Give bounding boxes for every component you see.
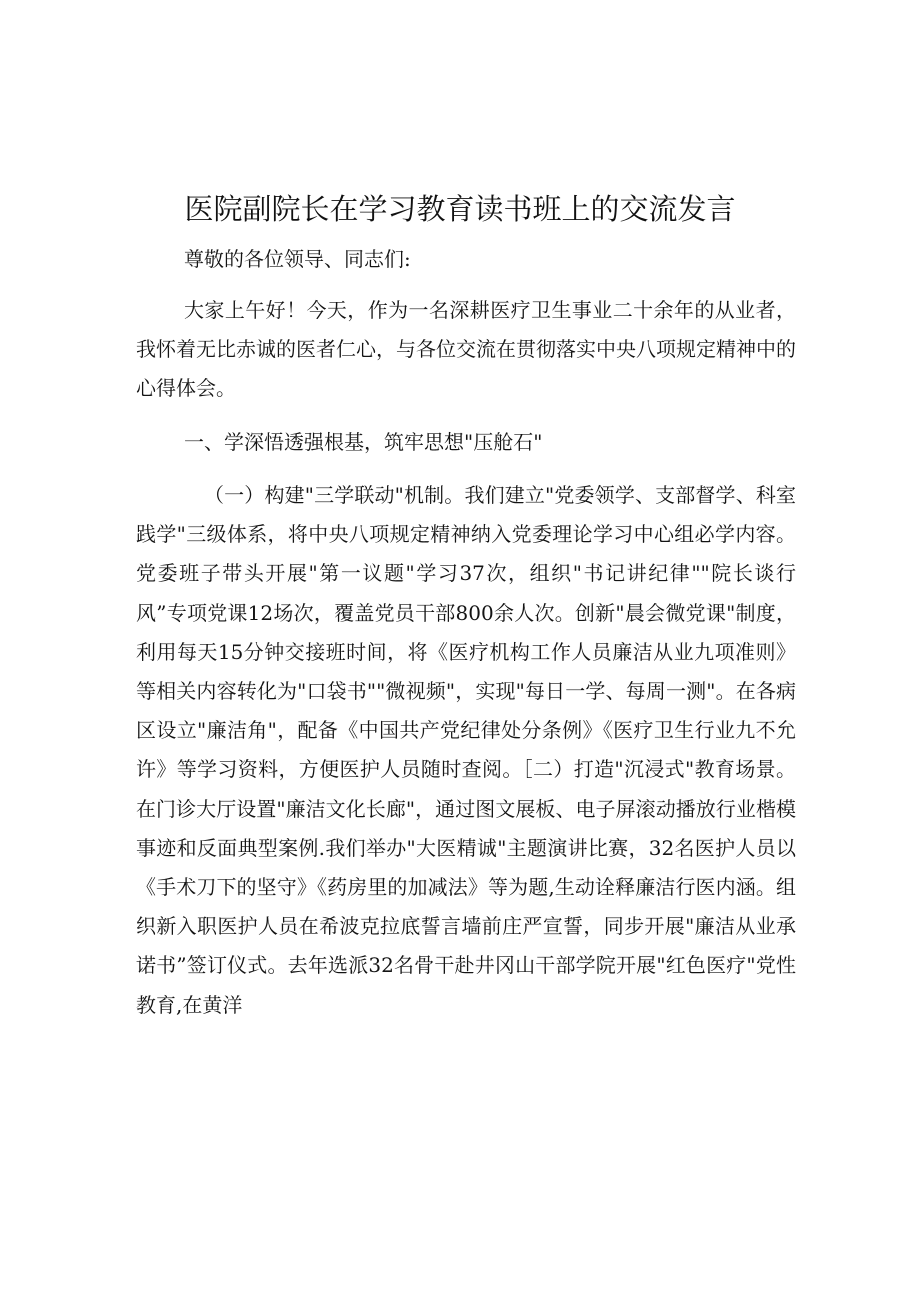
- intro-paragraph: 大家上午好！今天，作为一名深耕医疗卫生事业二十余年的从业者，我怀着无比赤诚的医者仁心，与各位交流在贯彻落实中央八项规定精神中的心得体会。: [136, 298, 796, 400]
- document-title: 医院副院长在学习教育读书班上的交流发言: [184, 192, 736, 226]
- body-paragraph: （一）构建"三学联动"机制。我们建立"党委领学、支部督学、科室践学"三级体系，将中央八项规定精神纳入党委理论学习中心组必学内容。党委班子带头开展"第一议题"学习37次，组织"书记讲纪律""院长谈行风”专项党课12场次，覆盖党员干部800余人次。创新"晨会微党课"制度，利用每天15分钟交接班时间，将《医疗机构工作人员廉洁从业九项准则》等相关内容转化为"口袋书""微视频"，实现"每日一学、每周一测"。在各病区设立"廉洁角"，配备《中国共产党纪律处分条例》《医疗卫生行业九不允许》等学习资料，方便医护人员随时查阅。［二）打造"沉浸式"教育场景。在门诊大厅设置"廉洁文化长廊"，通过图文展板、电子屏滚动播放行业楷模事迹和反面典型案例.我们举办"大医精诚"主题演讲比赛，32名医护人员以《手术刀下的坚守》《药房里的加减法》等为题,生动诠释廉洁行医内涵。组织新入职医护人员在希波克拉底誓言墙前庄严宣誓，同步开展"廉洁从业承诺书”签订仪式。去年选派32名骨干赴井冈山干部学院开展"红色医疗"党性教育,在黄洋: [136, 483, 796, 1017]
- section-heading: 一、学深悟透强根基，筑牢思想"压舱石": [184, 430, 543, 454]
- salutation: 尊敬的各位领导、同志们:: [184, 247, 411, 271]
